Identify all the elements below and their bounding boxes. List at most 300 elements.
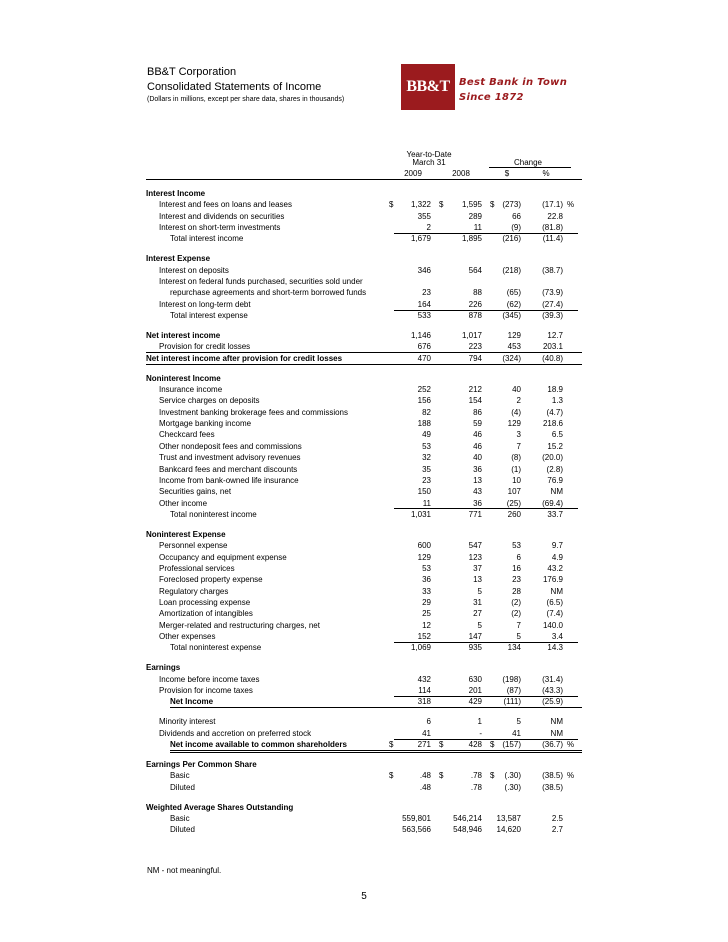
value-2008: 878 (468, 311, 482, 321)
change-percent: (20.0) (542, 453, 563, 463)
change-percent: 3.4 (551, 632, 563, 641)
change-percent: 9.7 (551, 541, 563, 551)
value-2008: 547 (468, 541, 482, 551)
currency-symbol: $ (439, 771, 444, 781)
header-rule-full (146, 179, 582, 180)
change-dollar: 40 (512, 385, 521, 395)
change-dollar: 129 (507, 331, 521, 341)
change-dollar: (345) (502, 311, 521, 321)
table-row (146, 716, 582, 727)
value-2009: 318 (417, 697, 431, 707)
row-label: Interest Income (146, 189, 206, 198)
period-heading: Year-to-Date (406, 150, 452, 159)
row-label: Noninterest Income (146, 373, 221, 383)
change-percent: (43.3) (542, 686, 563, 695)
change-percent: 218.6 (542, 419, 563, 429)
value-2008: 771 (468, 509, 482, 519)
change-percent: (4.7) (546, 407, 563, 417)
page-number: 5 (361, 891, 367, 902)
row-label: Diluted (170, 782, 195, 792)
change-percent: 1.3 (551, 396, 563, 406)
bbt-logo: BB&T (401, 64, 455, 110)
value-2009: 35 (422, 464, 431, 474)
value-2009: 53 (422, 441, 431, 451)
change-dollar: 7 (516, 620, 521, 630)
value-2008: 59 (473, 419, 482, 429)
change-percent: (36.7) (542, 740, 563, 749)
value-2008: 223 (468, 342, 482, 352)
value-2009: 53 (422, 563, 431, 573)
period-subheading: March 31 (412, 158, 446, 167)
table-row (146, 299, 582, 310)
value-2009: 114 (418, 686, 431, 695)
value-2008: .78 (470, 782, 482, 792)
change-dollar: (218) (502, 265, 521, 275)
value-2008: 123 (468, 552, 482, 562)
row-label: Total noninterest income (170, 509, 257, 519)
row-label: Loan processing expense (159, 597, 251, 607)
table-row (146, 620, 582, 631)
change-dollar: (62) (506, 299, 521, 309)
value-2008: 794 (468, 353, 482, 363)
row-label: Foreclosed property expense (159, 575, 263, 585)
value-2009: 563,566 (402, 825, 431, 835)
change-dollar: (157) (502, 740, 521, 749)
value-2009: 49 (422, 430, 431, 440)
currency-symbol: $ (389, 771, 394, 781)
row-label: Checkcard fees (159, 430, 215, 440)
value-2008: 428 (468, 740, 482, 749)
value-2009: 152 (417, 632, 431, 641)
change-dollar: (.30) (504, 771, 521, 781)
value-2008: 40 (473, 453, 482, 463)
value-2008: 36 (473, 464, 482, 474)
table-row (146, 418, 582, 429)
company-name: BB&T Corporation (147, 66, 237, 78)
value-2009: 346 (417, 265, 431, 275)
row-label: Insurance income (159, 385, 223, 395)
table-row (146, 739, 582, 750)
table-row (146, 824, 582, 835)
change-percent: 18.9 (547, 385, 563, 395)
tagline-line-1: Best Bank in Town (459, 77, 568, 88)
table-row (146, 802, 582, 813)
change-dollar: 107 (507, 487, 521, 497)
percent-symbol: % (567, 200, 575, 210)
header-rule-change (489, 167, 571, 168)
value-2008: 630 (468, 674, 482, 684)
table-row (146, 373, 582, 384)
value-2009: 252 (417, 385, 431, 395)
value-2009: 470 (417, 353, 431, 363)
table-row (146, 475, 582, 486)
table-row (146, 464, 582, 475)
change-percent: 76.9 (547, 475, 563, 485)
table-row (146, 222, 582, 233)
value-2009: 432 (417, 674, 431, 684)
table-row (146, 330, 582, 341)
row-label: Securities gains, net (159, 487, 232, 497)
change-percent: 33.7 (547, 509, 563, 519)
change-dollar: 2 (516, 396, 521, 406)
value-2009: 36 (422, 575, 431, 585)
change-dollar: 41 (512, 728, 521, 738)
value-2008: 13 (473, 575, 482, 585)
currency-symbol: $ (490, 771, 495, 781)
table-row (146, 597, 582, 608)
change-percent: 12.7 (547, 331, 563, 341)
change-percent: (81.8) (542, 223, 563, 233)
value-2009: 1,146 (410, 331, 431, 341)
value-2009: 355 (417, 211, 431, 221)
table-row (146, 199, 582, 210)
change-dollar: (8) (511, 453, 521, 463)
change-dollar: (25) (506, 498, 521, 508)
table-row (146, 759, 582, 770)
value-2008: 564 (468, 265, 482, 275)
table-row (146, 452, 582, 463)
table-row (146, 642, 582, 653)
value-2008: 548,946 (453, 825, 482, 835)
value-2008: 43 (473, 487, 482, 497)
change-percent: 6.5 (551, 430, 563, 440)
row-label: Bankcard fees and merchant discounts (159, 464, 298, 474)
row-label: Noninterest Expense (146, 529, 226, 539)
row-label: Net interest income (146, 331, 221, 341)
change-percent: 2.7 (551, 825, 563, 835)
row-label: Basic (170, 813, 190, 823)
row-label: Regulatory charges (159, 586, 229, 596)
value-2008: 86 (473, 407, 482, 417)
value-2009: 12 (422, 620, 431, 630)
value-2009: 32 (422, 453, 431, 463)
value-2009: 1,031 (410, 509, 431, 519)
value-2008: 1,595 (461, 200, 482, 210)
change-percent: (31.4) (542, 674, 563, 684)
value-2009: .48 (419, 782, 431, 792)
change-percent: (25.9) (542, 697, 563, 707)
change-percent: (40.8) (542, 353, 563, 363)
row-label: Mortgage banking income (159, 419, 252, 429)
row-label: Provision for credit losses (159, 342, 251, 352)
row-label: Merger-related and restructuring charges, net (159, 620, 320, 630)
value-2008: 429 (468, 697, 482, 707)
value-2008: 46 (473, 441, 482, 451)
row-label: Earnings (146, 663, 181, 673)
currency-symbol: $ (490, 740, 495, 749)
change-percent: NM (550, 728, 563, 738)
value-2009: 82 (422, 407, 431, 417)
row-label: Interest on federal funds purchased, securities sold under (159, 277, 363, 287)
change-dollar: 23 (512, 575, 521, 585)
table-row (146, 498, 582, 509)
row-label: Other income (159, 498, 208, 508)
value-2008: - (479, 728, 482, 738)
change-percent: 2.5 (551, 813, 563, 823)
column-2008: 2008 (452, 169, 470, 178)
row-label: repurchase agreements and short-term borrowed funds (170, 288, 367, 298)
table-row (146, 211, 582, 222)
change-dollar: (9) (511, 223, 521, 233)
row-label: Income from bank-owned life insurance (159, 475, 299, 485)
table-row (146, 696, 582, 707)
value-2009: 533 (417, 311, 431, 321)
row-label: Income before income taxes (159, 674, 260, 684)
change-dollar: 5 (516, 632, 521, 641)
table-row (146, 552, 582, 563)
change-percent: (27.4) (542, 299, 563, 309)
value-2009: 6 (426, 717, 431, 727)
change-percent: 14.3 (547, 643, 563, 653)
change-percent: 203.1 (542, 342, 563, 352)
tagline-line-2: Since 1872 (459, 92, 524, 103)
value-2009: 559,801 (402, 813, 431, 823)
change-percent: NM (550, 586, 563, 596)
table-row (146, 276, 582, 287)
value-2008: 226 (468, 299, 482, 309)
table-row (146, 608, 582, 619)
value-2008: .78 (470, 771, 482, 781)
table-row (146, 341, 582, 352)
table-row (146, 540, 582, 551)
table-row (146, 782, 582, 793)
value-2008: 1,895 (461, 234, 482, 244)
value-2009: 33 (422, 586, 431, 596)
units-note: (Dollars in millions, except per share data, shares in thousands) (147, 96, 345, 103)
value-2008: 289 (468, 211, 482, 221)
change-dollar: (324) (502, 353, 521, 363)
row-label: Net income available to common shareholders (170, 740, 347, 749)
value-2009: 29 (422, 597, 431, 607)
value-2008: 201 (468, 686, 482, 695)
row-label: Other expenses (159, 632, 216, 641)
table-row (146, 674, 582, 685)
value-2008: 37 (473, 563, 482, 573)
value-2008: 5 (477, 586, 482, 596)
total-rule (170, 707, 582, 708)
value-2009: 676 (417, 342, 431, 352)
change-percent: (69.4) (542, 498, 563, 508)
change-percent: 43.2 (547, 563, 563, 573)
value-2008: 1 (477, 717, 482, 727)
table-row (146, 574, 582, 585)
row-label: Diluted (170, 825, 195, 835)
value-2008: 13 (473, 475, 482, 485)
percent-symbol: % (567, 740, 575, 749)
table-row (146, 486, 582, 497)
currency-symbol: $ (389, 200, 394, 210)
value-2008: 46 (473, 430, 482, 440)
change-percent: 15.2 (547, 441, 563, 451)
value-2008: 5 (477, 620, 482, 630)
row-label: Total interest income (170, 234, 244, 244)
table-row (146, 563, 582, 574)
change-dollar: (.30) (504, 782, 521, 792)
change-dollar: (216) (502, 234, 521, 244)
table-row (146, 529, 582, 540)
row-label: Interest and fees on loans and leases (159, 200, 292, 210)
column-change-percent: % (542, 169, 550, 178)
total-rule (146, 364, 582, 365)
table-row (146, 384, 582, 395)
table-row (146, 728, 582, 739)
table-row (146, 586, 582, 597)
value-2009: 164 (417, 299, 431, 309)
change-dollar: 53 (512, 541, 521, 551)
value-2009: 1,069 (410, 643, 431, 653)
value-2009: 600 (417, 541, 431, 551)
change-dollar: 13,587 (496, 813, 521, 823)
double-rule (170, 750, 582, 753)
value-2008: 31 (473, 597, 482, 607)
change-dollar: 134 (507, 643, 521, 653)
value-2009: 2 (426, 223, 431, 233)
value-2009: 1,679 (410, 234, 431, 244)
table-row (146, 310, 582, 321)
value-2008: 36 (473, 498, 482, 508)
change-dollar: 16 (512, 563, 521, 573)
value-2009: 41 (422, 728, 431, 738)
change-dollar: 14,620 (496, 825, 521, 835)
change-percent: 176.9 (542, 575, 563, 585)
change-dollar: 453 (507, 342, 521, 352)
value-2008: 147 (468, 632, 482, 641)
row-label: Dividends and accretion on preferred stock (159, 728, 312, 738)
percent-symbol: % (567, 771, 575, 781)
row-label: Weighted Average Shares Outstanding (146, 802, 294, 812)
change-dollar: (87) (506, 686, 521, 695)
table-row (146, 287, 582, 298)
change-percent: (17.1) (542, 200, 563, 210)
footnote: NM - not meaningful. (147, 866, 222, 875)
value-2009: 25 (422, 609, 431, 619)
change-percent: 140.0 (542, 620, 563, 630)
change-dollar: 129 (507, 419, 521, 429)
change-dollar: (198) (502, 674, 521, 684)
value-2009: 129 (417, 552, 431, 562)
currency-symbol: $ (439, 200, 444, 210)
column-2009: 2009 (404, 169, 422, 178)
row-label: Net Income (170, 697, 214, 707)
row-label: Service charges on deposits (159, 396, 260, 406)
row-label: Net interest income after provision for credit losses (146, 353, 343, 363)
row-label: Basic (170, 771, 190, 781)
table-row (146, 429, 582, 440)
table-row (146, 353, 582, 364)
change-percent: NM (550, 717, 563, 727)
row-label: Professional services (159, 563, 235, 573)
change-percent: (11.4) (542, 234, 563, 244)
change-percent: (2.8) (546, 464, 563, 474)
row-label: Interest Expense (146, 254, 211, 264)
change-percent: (38.7) (542, 265, 563, 275)
currency-symbol: $ (439, 740, 444, 749)
change-dollar: (65) (506, 288, 521, 298)
change-percent: 22.8 (547, 211, 563, 221)
change-dollar: (2) (511, 597, 521, 607)
table-row (146, 407, 582, 418)
row-label: Interest on deposits (159, 265, 229, 275)
change-dollar: 10 (512, 475, 521, 485)
row-label: Interest and dividends on securities (159, 211, 285, 221)
value-2008: 546,214 (453, 813, 482, 823)
change-dollar: 28 (512, 586, 521, 596)
value-2008: 11 (473, 223, 482, 233)
table-row (146, 395, 582, 406)
table-row (146, 770, 582, 781)
change-percent: (38.5) (542, 771, 563, 781)
row-label: Minority interest (159, 717, 216, 727)
currency-symbol: $ (490, 200, 495, 210)
value-2009: 150 (417, 487, 431, 497)
table-row (146, 253, 582, 264)
change-heading: Change (513, 158, 543, 167)
change-dollar: 6 (516, 552, 521, 562)
table-row (146, 509, 582, 520)
table-row (146, 233, 582, 244)
change-percent: (39.3) (542, 311, 563, 321)
row-label: Amortization of intangibles (159, 609, 253, 619)
value-2009: 1,322 (410, 200, 431, 210)
table-row (146, 662, 582, 673)
change-dollar: (1) (511, 464, 521, 474)
column-change-dollar: $ (504, 169, 510, 178)
row-label: Total noninterest expense (170, 643, 262, 653)
change-dollar: 3 (516, 430, 521, 440)
value-2008: 88 (473, 288, 482, 298)
statement-title: Consolidated Statements of Income (147, 81, 322, 93)
change-dollar: (111) (503, 697, 521, 707)
change-percent: 4.9 (551, 552, 563, 562)
change-percent: (7.4) (546, 609, 563, 619)
change-dollar: 7 (516, 441, 521, 451)
table-row (146, 265, 582, 276)
value-2009: 23 (422, 288, 431, 298)
value-2008: 935 (468, 643, 482, 653)
row-label: Trust and investment advisory revenues (159, 453, 301, 463)
currency-symbol: $ (389, 740, 394, 749)
row-label: Total interest expense (170, 311, 248, 321)
value-2008: 1,017 (461, 331, 482, 341)
value-2009: 11 (422, 498, 431, 508)
change-dollar: 260 (507, 509, 521, 519)
value-2009: .48 (419, 771, 431, 781)
table-row (146, 188, 582, 199)
row-label: Interest on short-term investments (159, 223, 281, 233)
row-label: Provision for income taxes (159, 686, 253, 695)
change-percent: (6.5) (546, 597, 563, 607)
value-2009: 188 (417, 419, 431, 429)
value-2009: 271 (417, 740, 431, 749)
row-label: Interest on long-term debt (159, 299, 251, 309)
value-2009: 23 (422, 475, 431, 485)
table-row (146, 631, 582, 642)
row-label: Personnel expense (159, 541, 228, 551)
change-dollar: 66 (512, 211, 521, 221)
change-percent: (73.9) (542, 288, 563, 298)
value-2008: 212 (468, 385, 482, 395)
table-row (146, 441, 582, 452)
change-dollar: 5 (516, 717, 521, 727)
row-label: Investment banking brokerage fees and commissions (159, 407, 348, 417)
row-label: Other nondeposit fees and commissions (159, 441, 302, 451)
row-label: Occupancy and equipment expense (159, 552, 287, 562)
row-label: Earnings Per Common Share (146, 759, 257, 769)
change-percent: (38.5) (542, 782, 563, 792)
table-row (146, 813, 582, 824)
change-dollar: (2) (511, 609, 521, 619)
value-2008: 27 (473, 609, 482, 619)
